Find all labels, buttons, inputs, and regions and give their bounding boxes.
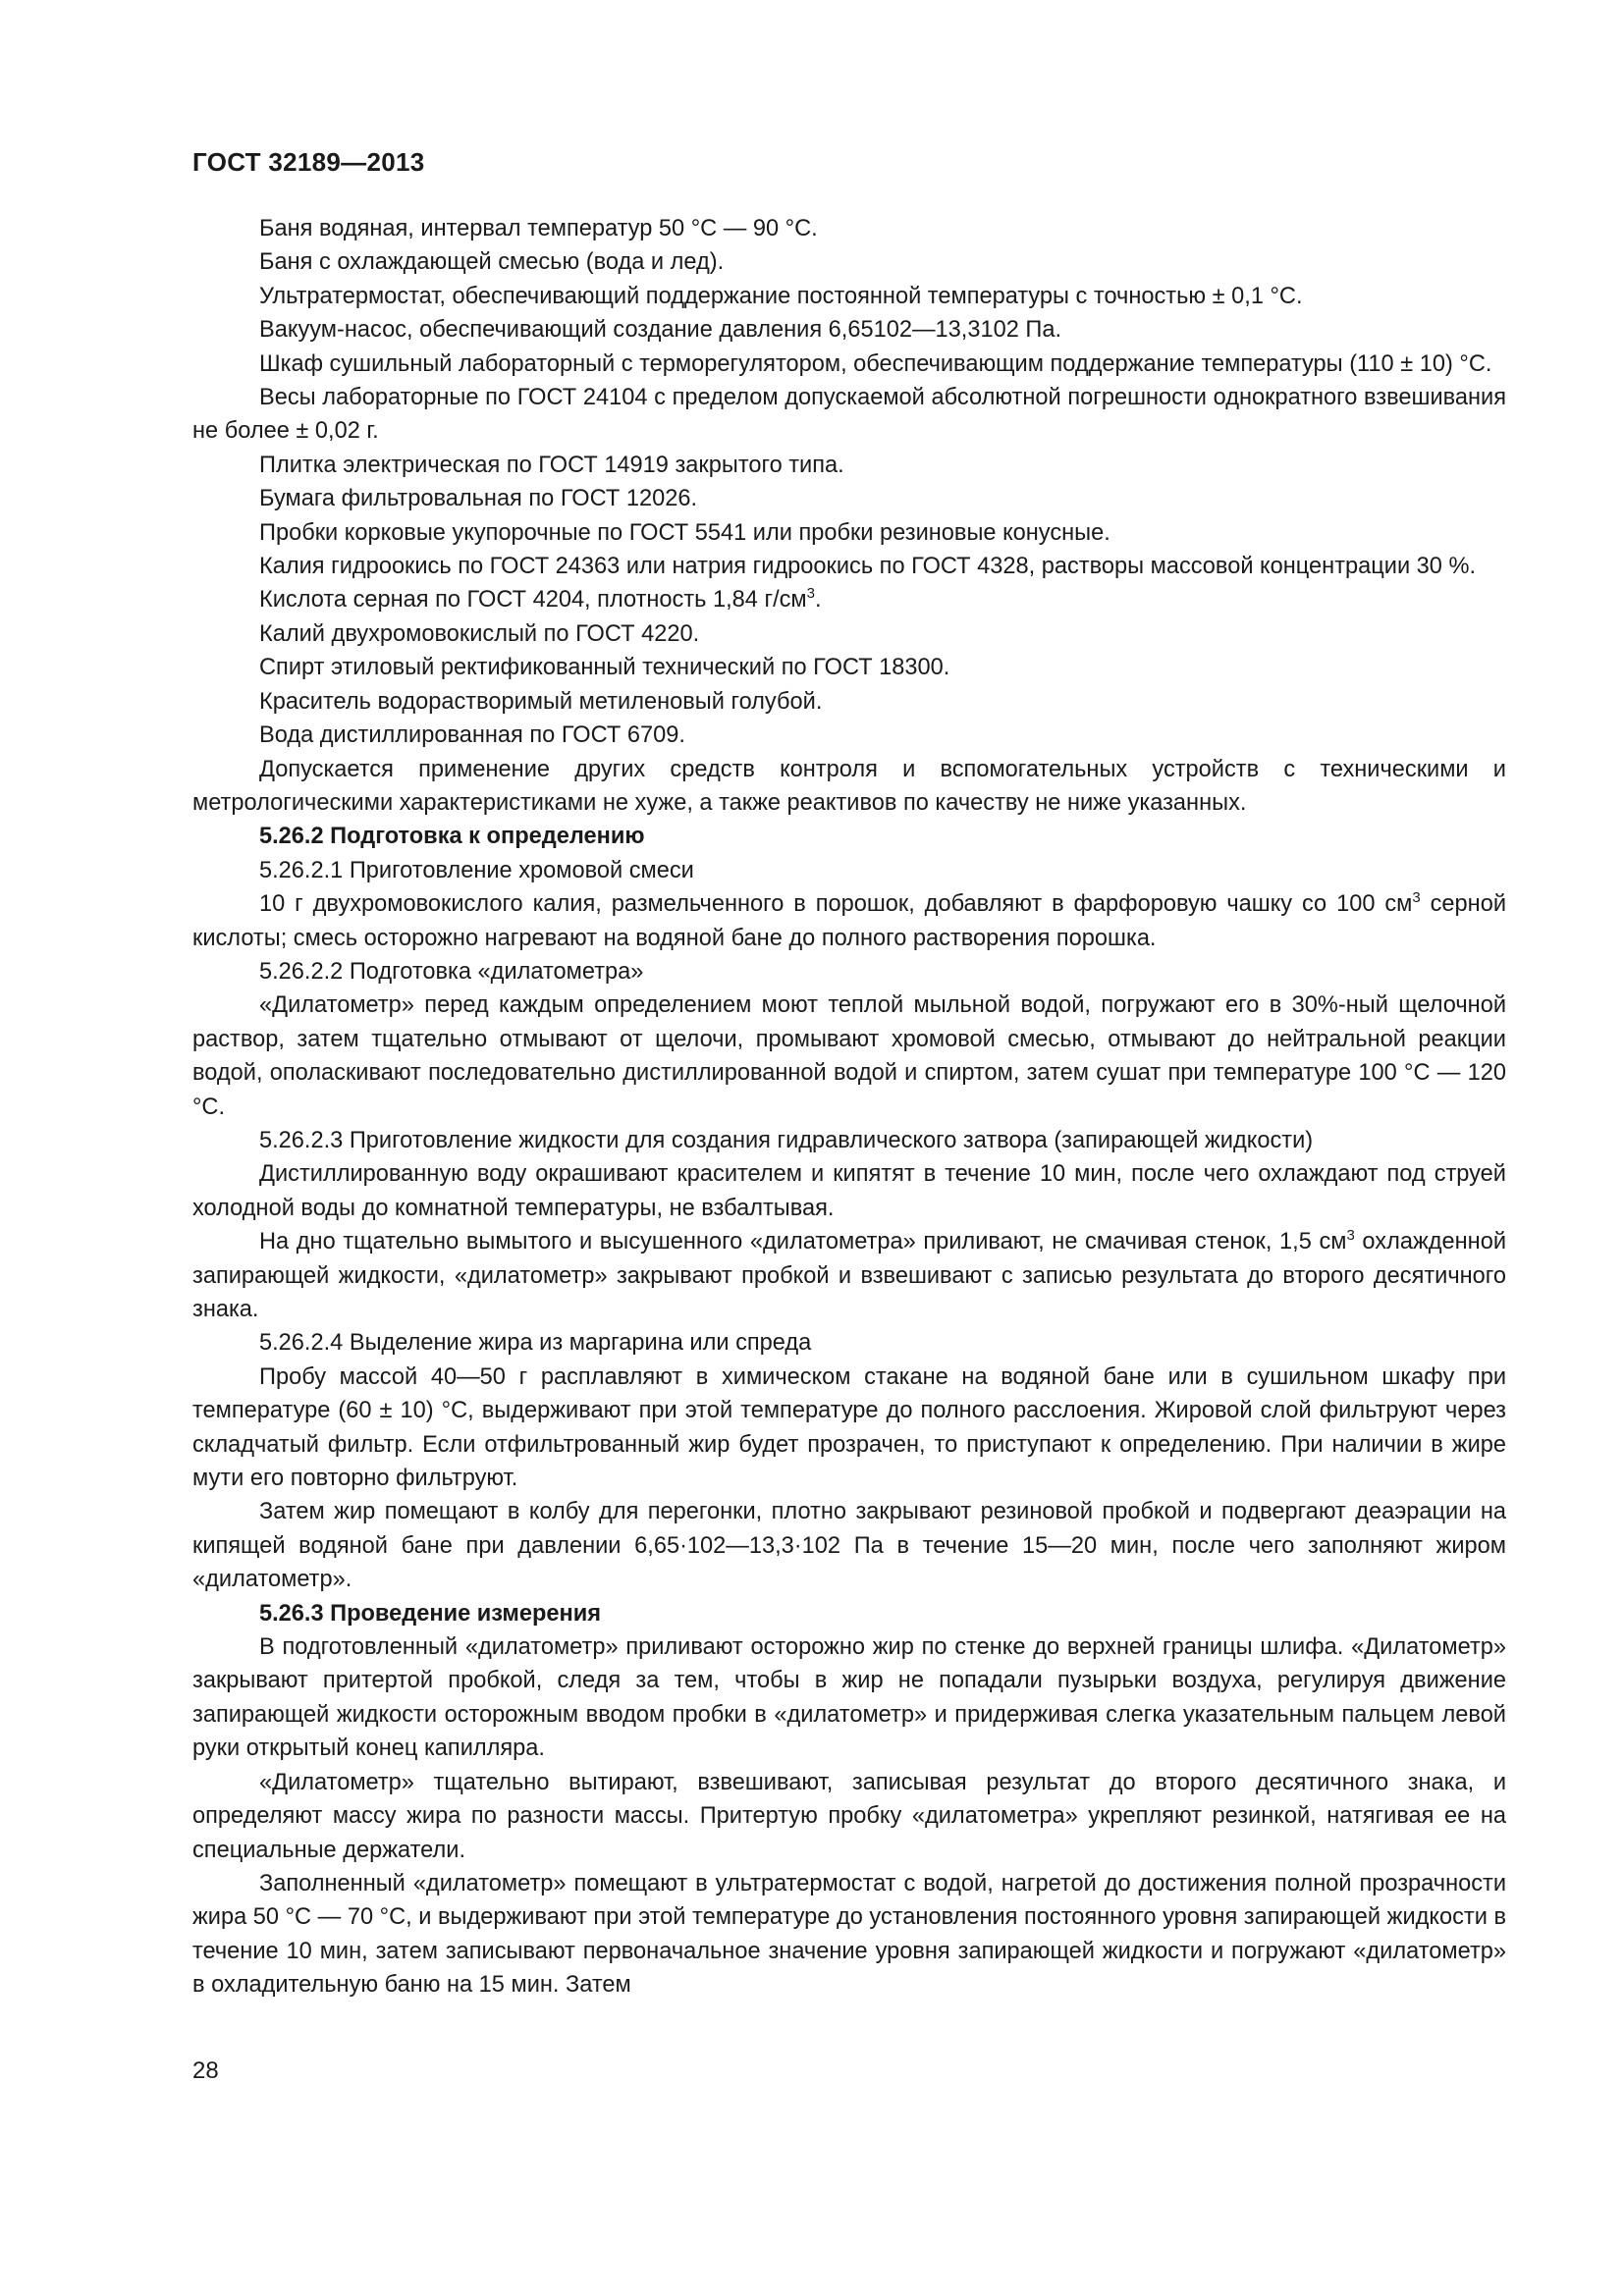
section-heading: 5.26.3 Проведение измерения xyxy=(259,1600,602,1627)
paragraph: Бумага фильтровальная по ГОСТ 12026. xyxy=(259,486,698,512)
paragraph-text: На дно тщательно вымытого и высушенного «дилатометра» приливают, не смачивая стенок, 1,5 см xyxy=(259,1229,1347,1255)
subsection-heading: 5.26.2.3 Приготовление жидкости для создания гидравлического затвора (запирающей жидкости) xyxy=(259,1127,1314,1153)
paragraph: Ультратермостат, обеспечивающий поддержание постоянной температуры с точностью ± 0,1 °С. xyxy=(259,283,1303,309)
section-heading: 5.26.2 Подготовка к определению xyxy=(259,824,645,850)
paragraph: «Дилатометр» перед каждым определением моют теплой мыльной водой, погружают его в 30%-ный щелочной раствор, затем тщательно отмывают от щелочи, промывают хромовой смесью, отмывают до нейтральной реакции водой, ополаскивают последовательно дистиллированной водой и спиртом, затем сушат при температуре 100 °С — 120 °С. xyxy=(192,992,1506,1120)
paragraph: Пробки корковые укупорочные по ГОСТ 5541 или пробки резиновые конусные. xyxy=(259,519,1110,546)
paragraph: Плитка электрическая по ГОСТ 14919 закрытого типа. xyxy=(259,452,844,478)
paragraph: «Дилатометр» тщательно вытирают, взвешивают, записывая результат до второго десятичного знака, и определяют массу жира по разности массы. Притертую пробку «дилатометра» укрепляют резинкой, натягивая ее на специальные держатели. xyxy=(192,1769,1506,1863)
paragraph: Вакуум-насос, обеспечивающий создание давления 6,65102—13,3102 Па. xyxy=(259,317,1062,344)
document-body xyxy=(192,212,1506,2002)
paragraph: Затем жир помещают в колбу для перегонки, плотно закрывают резиновой пробкой и подвергают деаэрации на кипящей водяной бане при давлении 6,65·102—13,3·102 Па в течение 15—20 мин, после чего заполняют жиром «дилатометр». xyxy=(192,1499,1506,1593)
paragraph: Шкаф сушильный лабораторный с терморегулятором, обеспечивающим поддержание температуры (110 ± 10) °С. xyxy=(259,350,1492,377)
superscript: 3 xyxy=(1412,889,1421,907)
paragraph xyxy=(192,1225,1506,1326)
paragraph: Калия гидроокись по ГОСТ 24363 или натрия гидроокись по ГОСТ 4328, растворы массовой концентрации 30 %. xyxy=(259,554,1477,580)
document-header-code: ГОСТ 32189—2013 xyxy=(192,147,425,177)
superscript: 3 xyxy=(806,585,815,603)
paragraph: Спирт этиловый ректификованный технический по ГОСТ 18300. xyxy=(259,655,950,681)
paragraph-text: охлажденной запирающей жидкости, «дилатометр» закрывают пробкой и взвешивают с записью результата до второго десятичного знака. xyxy=(192,1229,1506,1322)
paragraph-text: Кислота серная по ГОСТ 4204, плотность 1,84 г/см xyxy=(259,587,807,614)
paragraph: Калий двухромовокислый по ГОСТ 4220. xyxy=(259,620,700,647)
subsection-heading: 5.26.2.4 Выделение жира из маргарина или спреда xyxy=(259,1330,812,1357)
paragraph: Баня с охлаждающей смесью (вода и лед). xyxy=(259,249,725,276)
paragraph-text: 10 г двухромовокислого калия, размельченного в порошок, добавляют в фарфоровую чашку со 100 см xyxy=(259,891,1413,918)
paragraph xyxy=(192,583,1506,616)
paragraph: Баня водяная, интервал температур 50 °С — 90 °С. xyxy=(259,216,818,241)
paragraph: Дистиллированную воду окрашивают красителем и кипятят в течение 10 мин, после чего охлаждают под струей холодной воды до комнатной температуры, не взбалтывая. xyxy=(192,1161,1506,1221)
paragraph: Пробу массой 40—50 г расплавляют в химическом стакане на водяной бане или в сушильном шкафу при температуре (60 ± 10) °С, выдерживают при этой температуре до полного расслоения. Жировой слой фильтруют через складчатый фильтр. Если отфильтрованный жир будет прозрачен, то приступают к определению. При наличии в жире мути его повторно фильтруют. xyxy=(192,1363,1506,1492)
paragraph: Вода дистиллированная по ГОСТ 6709. xyxy=(259,722,685,749)
subsection-heading: 5.26.2.2 Подготовка «дилатометра» xyxy=(259,958,644,985)
paragraph: Весы лабораторные по ГОСТ 24104 с пределом допускаемой абсолютной погрешности однократного взвешивания не более ± 0,02 г. xyxy=(192,385,1506,445)
paragraph: Заполненный «дилатометр» помещают в ультратермостат с водой, нагретой до достижения полной прозрачности жира 50 °С — 70 °С, и выдерживают при этой температуре до установления постоянного уровня запирающей жидкости в течение 10 мин, затем записывают первоначальное значение уровня запирающей жидкости и погружают «дилатометр» в охладительную баню на 15 мин. Затем xyxy=(192,1870,1506,1999)
page-number: 28 xyxy=(192,2057,219,2084)
paragraph-text: серной кислоты; смесь осторожно нагревают на водяной бане до полного растворения порошка. xyxy=(192,891,1506,951)
subsection-heading: 5.26.2.1 Приготовление хромовой смеси xyxy=(259,857,694,883)
paragraph: Допускается применение других средств контроля и вспомогательных устройств с техническими и метрологическими характеристиками не хуже, а также реактивов по качеству не ниже указанных. xyxy=(192,756,1506,816)
paragraph: В подготовленный «дилатометр» приливают осторожно жир по стенке до верхней границы шлифа. «Дилатометр» закрывают притертой пробкой, следя за тем, чтобы в жир не попадали пузырьки воздуха, регулируя движение запирающей жидкости осторожным вводом пробки в «дилатометр» и придерживая слегка указательным пальцем левой руки открытый конец капилляра. xyxy=(192,1634,1506,1762)
paragraph: Краситель водорастворимый метиленовый голубой. xyxy=(259,688,823,715)
paragraph-text: . xyxy=(815,587,822,614)
superscript: 3 xyxy=(1346,1227,1355,1245)
paragraph xyxy=(192,887,1506,955)
